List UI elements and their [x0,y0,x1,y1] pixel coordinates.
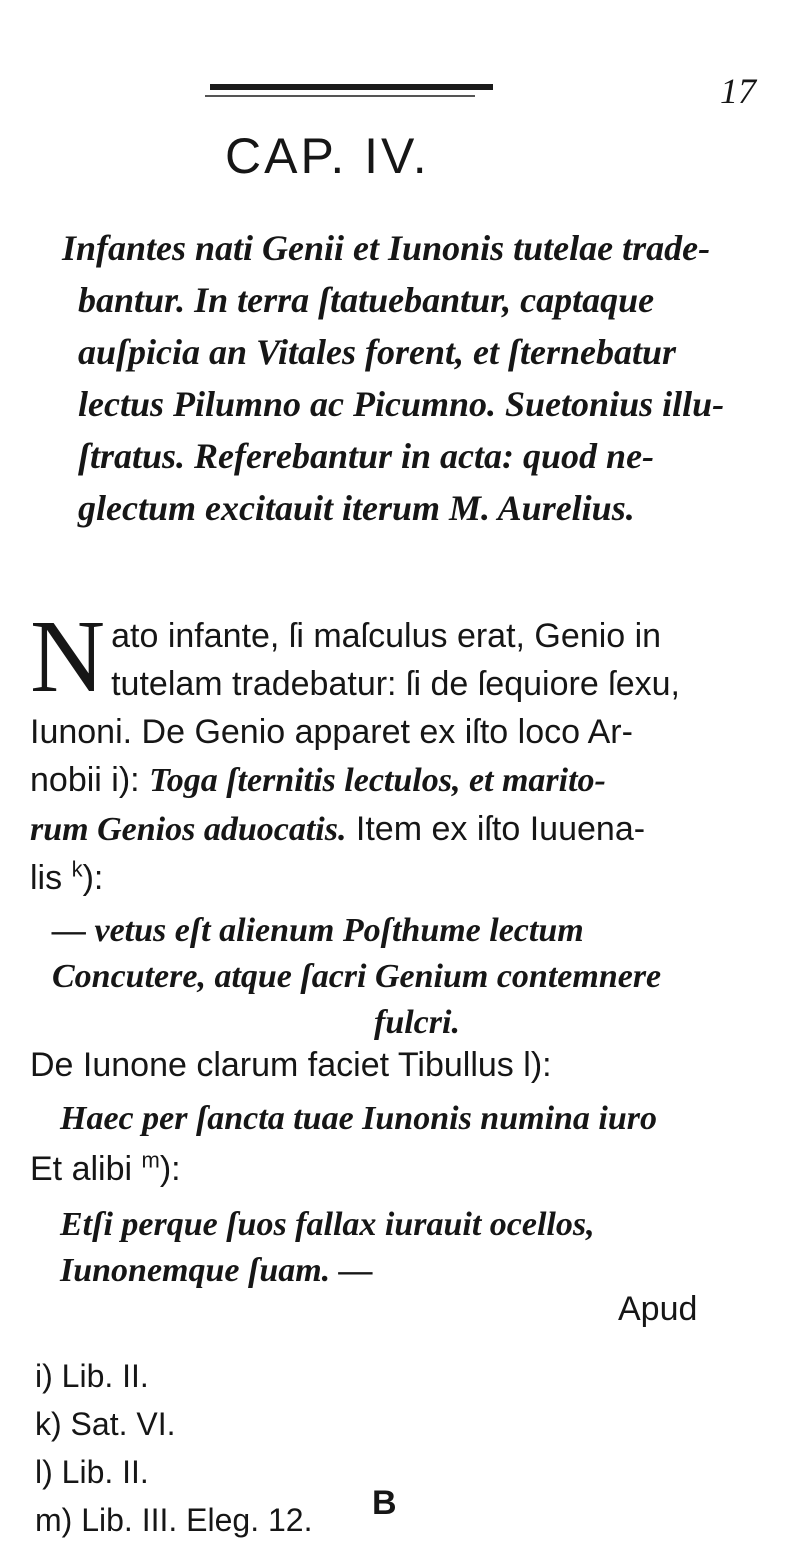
summary-line: auſpicia an Vitales forent, et ſternebatur [78,332,677,372]
alibi-intro [30,1147,181,1189]
verse-line: Haec per ſancta tuae Iunonis numina iuro [60,1100,658,1137]
body-text: nobii [30,761,112,799]
verse-quote-juvenal [52,908,661,1046]
chapter-summary [62,222,762,534]
body-text: ): [118,761,150,799]
drop-cap: N [30,599,106,714]
body-text: ): [82,859,104,897]
body-line [30,805,770,854]
tibullus-intro [30,1046,552,1085]
body-line [30,854,770,902]
body-line [30,756,770,805]
verse-line: — vetus eſt alienum Poſthume lectum [52,912,584,949]
verse-line: Etſi perque ſuos fallax iurauit ocellos, [60,1206,595,1243]
summary-line: bantur. In terra ſtatuebantur, captaque [78,280,655,320]
body-text: lis [30,859,72,897]
chapter-heading: CAP. IV. [225,128,430,184]
verse-line: Iunonemque ſuam. — [60,1252,373,1289]
footnote: m) Lib. III. Eleg. 12. [35,1502,313,1538]
footnote-ref: k [71,856,83,882]
summary-line: glectum excitauit iterum M. Aurelius. [78,488,635,528]
catchword: Apud [618,1290,698,1328]
body-text: Item ex iſto Iuuena- [346,810,646,848]
verse-line: fulcri. [374,1004,460,1041]
summary-line: Infantes nati Genii et Iunonis tutelae trade- [62,228,711,268]
header-rule-thin [205,95,475,97]
signature-mark: B [372,1484,397,1522]
body-line: ato infante, ſi maſculus erat, Genio in [111,617,662,655]
footnote-ref: i [111,761,119,799]
summary-line: ſtratus. Referebantur in acta: quod ne- [78,436,655,476]
verse-quote-tibullus-2 [60,1202,595,1294]
footnote: k) Sat. VI. [35,1406,176,1442]
quotation: rum Genios aduocatis. [30,811,347,848]
body-text: ): [530,1046,552,1084]
footnote-ref: m [141,1147,160,1173]
body-text: ): [159,1150,181,1188]
body-text: De Iunone clarum faciet Tibullus [30,1046,524,1084]
body-paragraph [30,599,770,902]
page-number: 17 [720,71,756,111]
body-text: Et alibi [30,1150,142,1188]
verse-line: Concutere, atque ſacri Genium contemnere [52,958,662,995]
verse-quote-tibullus [60,1096,657,1142]
footnote-ref: l [523,1046,531,1084]
footnote: i) Lib. II. [35,1358,149,1394]
body-line: tutelam tradebatur: ſi de ſequiore ſexu, [111,665,680,703]
footnotes [35,1352,312,1544]
footnote: l) Lib. II. [35,1454,149,1490]
header-rule [210,84,493,90]
body-line: Iunoni. De Genio apparet ex iſto loco Ar- [30,713,633,751]
quotation: Toga ſternitis lectulos, et marito- [149,762,606,799]
summary-line: lectus Pilumno ac Picumno. Suetonius illu- [78,384,725,424]
